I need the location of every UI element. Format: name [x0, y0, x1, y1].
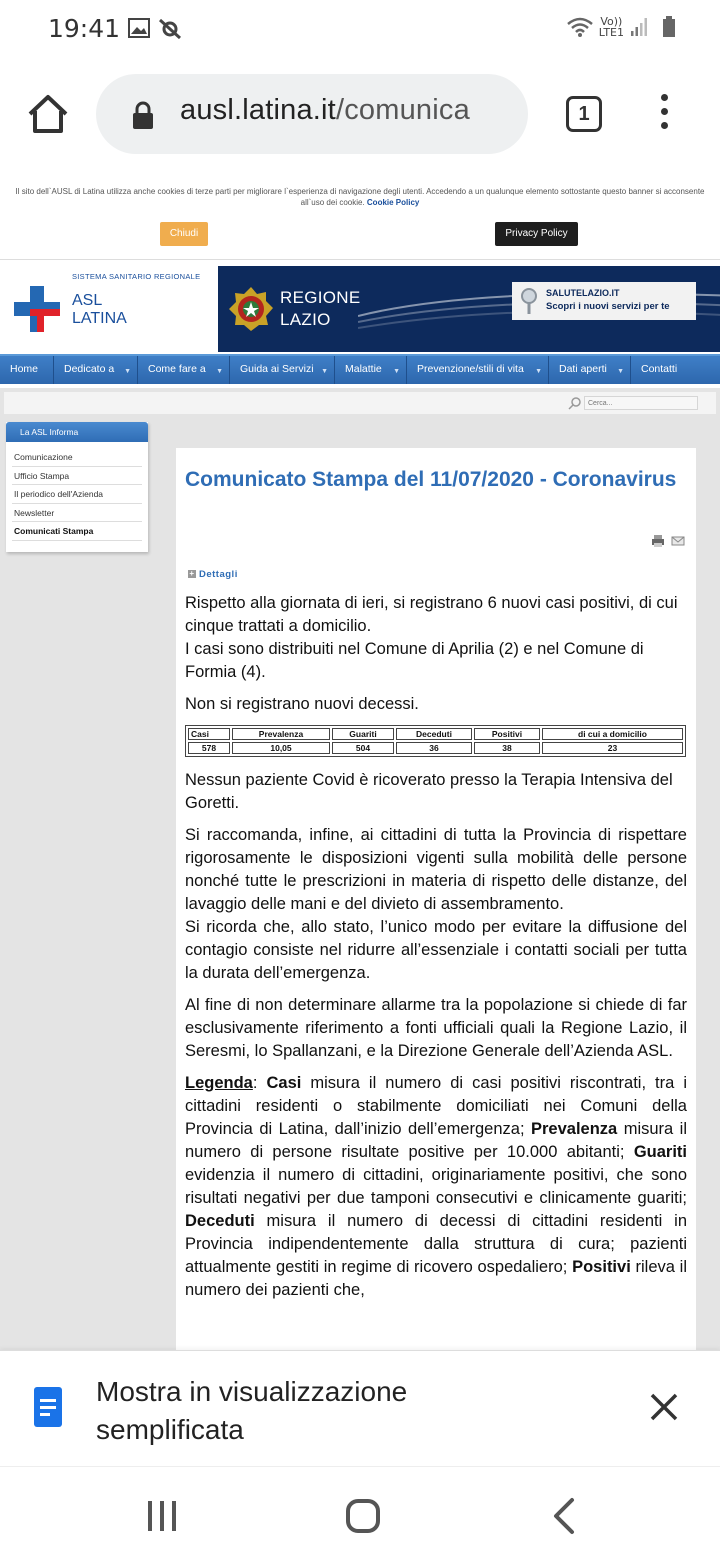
more-options-icon[interactable] — [654, 94, 674, 138]
close-cookie-button[interactable]: Chiudi — [160, 222, 208, 246]
simplified-view-label: Mostra in visualizzazione semplificata — [96, 1376, 408, 1445]
back-icon[interactable] — [552, 1497, 576, 1535]
home-nav-icon[interactable] — [346, 1499, 380, 1533]
url-text: ausl.latina.it/comunica — [180, 94, 470, 126]
ssr-label: SISTEMA SANITARIO REGIONALE — [72, 272, 201, 281]
chevron-down-icon: ▼ — [535, 368, 542, 375]
asl-name[interactable]: ASL LATINA — [72, 292, 127, 327]
search-strip — [4, 392, 716, 414]
article-body — [185, 592, 687, 1311]
chevron-down-icon: ▼ — [216, 368, 223, 375]
regione-title: REGIONE LAZIO — [280, 288, 361, 329]
chevron-down-icon: ▼ — [617, 368, 624, 375]
nav-malattie[interactable]: Malattie ▼ — [335, 356, 407, 384]
system-nav-bar — [0, 1466, 720, 1560]
clock: 19:41 — [48, 14, 121, 43]
plus-icon: + — [189, 569, 195, 579]
sidebar-item-newsletter[interactable]: Newsletter — [12, 504, 142, 523]
page-title: Comunicato Stampa del 11/07/2020 - Coronavirus — [185, 468, 677, 491]
paragraph: Non si registrano nuovi decessi. — [185, 695, 419, 713]
cell-domicilio: 23 — [542, 742, 683, 754]
sidebar — [6, 422, 148, 552]
print-icon[interactable] — [652, 535, 664, 547]
paragraph: Si raccomanda, infine, ai cittadini di tutta la Provincia di rispettare rigorosamente le disposizioni vigenti sulla mobilità delle persone nonché tutte le prescrizioni in materia di rispetto delle distanze, del lavaggio delle mani e del divieto di assembramento. Si ricorda che, allo stato, l’unico modo per evitare la diffusione del contagio consiste nel ridurre all’essenziale i contatti sociali per tutta la durata dell’emergenza. — [185, 826, 687, 982]
header-casi: Casi — [188, 728, 230, 740]
cookie-banner — [0, 168, 720, 260]
table-header-row — [188, 728, 683, 740]
nav-contatti[interactable]: Contatti — [641, 363, 678, 375]
header-positivi: Positivi — [474, 728, 540, 740]
home-icon[interactable] — [26, 92, 70, 136]
lock-icon — [130, 100, 156, 130]
legend-paragraph: Legenda: Casi misura il numero di casi positivi riscontrati, tra i cittadini residenti o stabilmente domiciliati nei Comuni della Provincia di Latina, dall’inizio dell’emergenza; Prevalenza misura il numero di persone risultate positive per 10.000 abitanti; Guariti evidenzia il numero di cittadini, originariamente positivi, che sono risultati negativi per due tamponi consecutivi e clinicamente guariti; Deceduti misura il numero di decessi di cittadini residenti in Provincia indipendentemente dalla struttura di cura; pazienti attualmente gestiti in regime di ricovero ospedaliero; Positivi rileva il numero dei pazienti che, — [185, 1074, 688, 1299]
network-label: Vo)) LTE1 — [598, 15, 624, 39]
cell-prevalenza: 10,05 — [232, 742, 330, 754]
nav-dati-aperti[interactable]: Dati aperti ▼ — [549, 356, 631, 384]
nav-prevenzione[interactable]: Prevenzione/stili di vita ▼ — [407, 356, 549, 384]
header-guariti: Guariti — [332, 728, 394, 740]
sidebar-item-comunicazione[interactable]: Comunicazione — [12, 448, 142, 467]
gallery-notification-icon — [128, 18, 150, 38]
cookie-text: Il sito dell`AUSL di Latina utilizza anche cookies di terze parti per migliorare l`esperienza di navigazione degli utenti. Accedendo a un qualunque elemento sottostante questo banner si acconsente all`uso dei cookie. Cookie Policy — [15, 187, 705, 207]
sidebar-item-comunicati-stampa[interactable]: Comunicati Stampa — [12, 522, 142, 541]
stethoscope-icon — [516, 286, 542, 316]
cell-guariti: 504 — [332, 742, 394, 754]
url-bar[interactable] — [96, 74, 528, 154]
site-header — [0, 264, 720, 354]
browser-toolbar — [0, 62, 720, 168]
details-toggle[interactable]: + Dettagli — [189, 569, 238, 580]
simplified-view-prompt[interactable] — [0, 1350, 720, 1466]
document-icon — [34, 1387, 62, 1427]
nav-home[interactable]: Home — [0, 356, 54, 384]
web-content — [0, 168, 720, 1350]
cell-casi: 578 — [188, 742, 230, 754]
table-row — [188, 742, 683, 754]
regione-lazio-banner[interactable] — [218, 266, 720, 352]
settings-notification-icon — [158, 18, 182, 40]
privacy-policy-button[interactable]: Privacy Policy — [495, 222, 578, 246]
salutelazio-box: SALUTELAZIO.IT Scopri i nuovi servizi per te — [512, 282, 696, 320]
close-icon[interactable] — [646, 1389, 682, 1425]
sidebar-title: La ASL Informa — [6, 422, 148, 442]
article — [176, 448, 696, 1350]
search-input[interactable] — [584, 396, 698, 410]
regione-emblem-icon — [228, 286, 274, 332]
cookie-policy-link[interactable]: Cookie Policy — [366, 198, 420, 207]
chevron-down-icon: ▼ — [124, 368, 131, 375]
search-icon[interactable] — [568, 396, 582, 410]
battery-icon — [662, 16, 676, 38]
sidebar-item-periodico[interactable]: Il periodico dell'Azienda — [12, 485, 142, 504]
asl-logo-icon[interactable] — [14, 286, 60, 332]
paragraph: Al fine di non determinare allarme tra la popolazione si chiede di far esclusivamente riferimento a fonti ufficiali quali la Regione Lazio, il Seresmi, lo Spallanzani, e la Direzione Generale dell’Azienda ASL. — [185, 996, 687, 1060]
chevron-down-icon: ▼ — [393, 368, 400, 375]
paragraph: Nessun paziente Covid è ricoverato presso la Terapia Intensiva del Goretti. — [185, 771, 673, 812]
paragraph: Rispetto alla giornata di ieri, si registrano 6 nuovi casi positivi, di cui cinque trattati a domicilio. I casi sono distribuiti nel Comune di Aprilia (2) e nel Comune di Formia (4). — [185, 594, 678, 681]
email-icon[interactable] — [672, 537, 684, 545]
nav-dedicato-a[interactable]: Dedicato a ▼ — [54, 356, 138, 384]
status-icons — [567, 16, 676, 38]
data-table — [185, 725, 686, 757]
nav-come-fare-a[interactable]: Come fare a ▼ — [138, 356, 230, 384]
cell-deceduti: 36 — [396, 742, 472, 754]
header-deceduti: Deceduti — [396, 728, 472, 740]
cell-positivi: 38 — [474, 742, 540, 754]
main-nav — [0, 354, 720, 384]
header-prevalenza: Prevalenza — [232, 728, 330, 740]
header-domicilio: di cui a domicilio — [542, 728, 683, 740]
sidebar-item-ufficio-stampa[interactable]: Ufficio Stampa — [12, 467, 142, 486]
recent-apps-icon[interactable] — [146, 1501, 178, 1531]
status-bar — [0, 0, 720, 62]
chevron-down-icon: ▼ — [321, 368, 328, 375]
article-tools — [650, 534, 686, 548]
tab-switcher-button[interactable]: 1 — [566, 96, 602, 132]
content-area — [0, 388, 720, 1350]
nav-guida-ai-servizi[interactable]: Guida ai Servizi ▼ — [230, 356, 335, 384]
signal-icon — [630, 17, 648, 37]
wifi-icon — [567, 17, 593, 37]
